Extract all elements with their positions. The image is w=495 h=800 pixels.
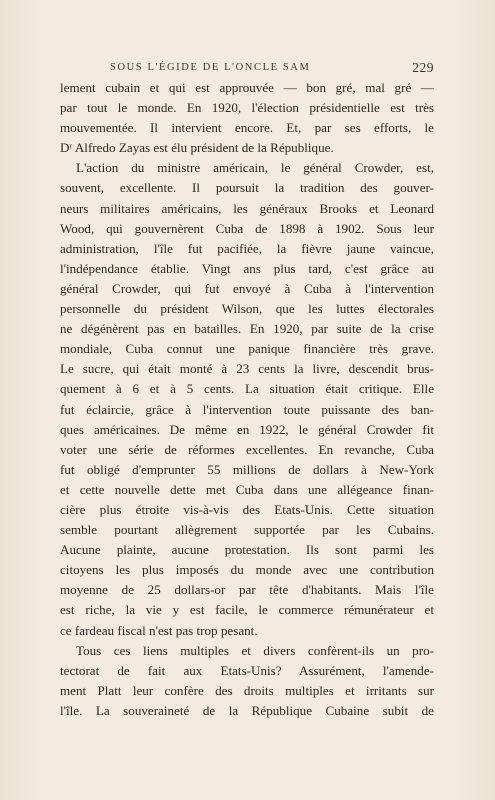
text-line: par tout le monde. En 1920, l'élection présidentielle est très (60, 100, 434, 116)
page-header (60, 60, 434, 80)
text-line: l'île. La souveraineté de la République Cubaine subit de (60, 702, 434, 718)
text-line: l'indépendance établie. Vingt ans plus tard, c'est grâce au (60, 260, 434, 276)
text-line: fut éclaircie, grâce à l'intervention toute puissante des ban- (60, 401, 434, 417)
text-line: quement à 6 et à 5 cents. La situation était critique. Elle (60, 381, 434, 397)
text-line: lement cubain et qui est approuvée — bon gré, mal gré — (60, 80, 434, 95)
text-line: fut obligé d'emprunter 55 millions de dollars à New-York (60, 461, 434, 477)
text-line: Le sucre, qui était monté à 23 cents la livre, descendit brus- (60, 361, 434, 377)
text-line: personnelle du président Wilson, que les luttes électorales (60, 301, 434, 317)
text-line: voter une série de réformes excellentes. En revanche, Cuba (60, 441, 434, 457)
text-line: et cette nouvelle dette met Cuba dans une allégeance finan- (60, 481, 434, 497)
text-line: ment Platt leur confère des droits multiples et irritants sur (60, 682, 434, 698)
text-line: ne dégénèrent pas en batailles. En 1920, par suite de la crise (60, 321, 434, 337)
text-line: cière plus étroite vis-à-vis des Etats-Unis. Cette situation (60, 501, 434, 517)
text-line: ques américaines. De même en 1922, le général Crowder fit (60, 421, 434, 437)
text-line: est riche, la vie y est facile, le commerce rémunérateur et (60, 602, 434, 618)
text-line: moyenne de 25 dollars-or par tête d'habitants. Mais l'île (60, 582, 434, 598)
text-line: L'action du ministre américain, le général Crowder, est, (76, 160, 434, 176)
text-line: ce fardeau fiscal n'est pas trop pesant. (60, 622, 258, 638)
text-line: administration, l'île fut pacifiée, la fièvre jaune vaincue, (60, 240, 434, 256)
text-line: citoyens les plus imposés du monde avec une contribution (60, 562, 434, 578)
text-line: Tous ces liens multiples et divers confèrent-ils un pro- (76, 642, 434, 658)
text-line: neurs militaires américains, les généraux Brooks et Leonard (60, 200, 434, 216)
text-line: mondiale, Cuba connut une panique financière très grave. (60, 341, 434, 357)
text-line: semble pourtant allègrement supportée par les Cubains. (60, 522, 434, 538)
text-line: souvent, excellente. Il poursuit la tradition des gouver- (60, 180, 434, 196)
text-line: général Crowder, qui fut envoyé à Cuba à l'intervention (60, 280, 434, 296)
body-text (60, 78, 434, 721)
text-line: Wood, qui gouvernèrent Cuba de 1898 à 1902. Sous leur (60, 220, 434, 236)
text-line: Dʳ Alfredo Zayas est élu président de la République. (60, 140, 334, 156)
text-line: tectorat de fait aux Etats-Unis? Assurément, l'amende- (60, 662, 434, 678)
text-line: mouvementée. Il intervient encore. Et, par ses efforts, le (60, 120, 434, 136)
page-number: 229 (412, 60, 434, 75)
running-title: SOUS L'ÉGIDE DE L'ONCLE SAM (110, 62, 311, 73)
text-line: Aucune plainte, aucune protestation. Ils sont parmi les (60, 542, 434, 558)
